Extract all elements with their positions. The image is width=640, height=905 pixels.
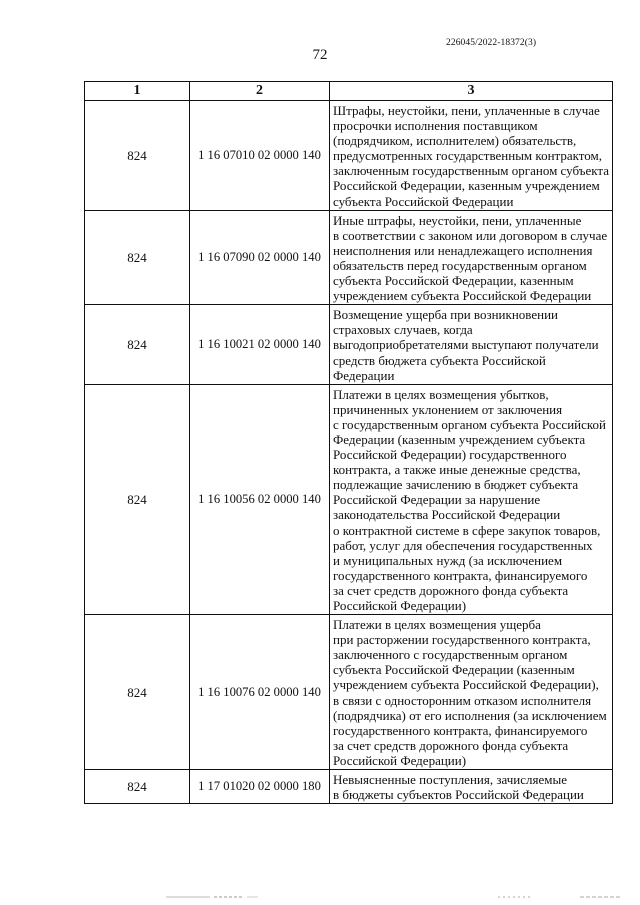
budget-code-cell: 1 16 10021 02 0000 140 (190, 305, 330, 384)
admin-code-cell: 824 (85, 770, 190, 804)
admin-code-cell: 824 (85, 305, 190, 384)
table-row (85, 615, 613, 770)
budget-code-cell: 1 16 10076 02 0000 140 (190, 615, 330, 770)
table-header-row (85, 82, 613, 101)
description-text: Возмещение ущерба при возникновении страховых случаев, когда выгодоприобретателями выступают получатели средств бюджета субъекта Российской Федерации (333, 307, 599, 383)
description-text: Иные штрафы, неустойки, пени, уплаченные в соответствии с законом или договором в случае неисполнения или ненадлежащего исполнения обязательств перед государственным органом субъекта Российской Федерации, казенным учреждением субъекта Российской Федерации (333, 212, 608, 304)
description-cell (330, 305, 613, 384)
column-header-2: 2 (190, 82, 330, 101)
column-header-3: 3 (330, 82, 613, 101)
page-number: 72 (312, 47, 328, 63)
description-text: Невыясненные поступления, зачисляемые в бюджеты субъектов Российской Федерации (333, 772, 584, 803)
column-header-1: 1 (85, 82, 190, 101)
document-registration-number: 226045/2022-18372(3) (446, 38, 537, 48)
budget-classification-table (84, 81, 613, 804)
table-row (85, 384, 613, 614)
table-row (85, 305, 613, 384)
description-text: Штрафы, неустойки, пени, уплаченные в случае просрочки исполнения поставщиком (подрядчиком, исполнителем) обязательств, предусмотренных государственным контрактом, заключенным государственным органом субъекта Российской Федерации, казенным учреждением субъекта Российской Федерации (333, 103, 610, 209)
budget-code-cell: 1 16 10056 02 0000 140 (190, 384, 330, 614)
description-text: Платежи в целях возмещения ущерба при расторжении государственного контракта, заключенного с государственным органом субъекта Российской Федерации (казенным учреждением субъекта Российской Федерации), в связи с односторонним отказом исполнителя (подрядчика) от его исполнения (за исключением государственного контракта, финансируемого за счет средств дорожного фонда субъекта Российской Федерации) (333, 617, 607, 768)
admin-code-cell: 824 (85, 384, 190, 614)
table-row (85, 101, 613, 211)
scan-artifact-marks (0, 891, 640, 901)
description-cell (330, 615, 613, 770)
budget-code-cell: 1 16 07090 02 0000 140 (190, 210, 330, 305)
table-row (85, 210, 613, 305)
admin-code-cell: 824 (85, 210, 190, 305)
description-cell (330, 210, 613, 305)
admin-code-cell: 824 (85, 615, 190, 770)
budget-code-cell: 1 17 01020 02 0000 180 (190, 770, 330, 804)
budget-code-cell: 1 16 07010 02 0000 140 (190, 101, 330, 211)
description-cell (330, 384, 613, 614)
admin-code-cell: 824 (85, 101, 190, 211)
table-row (85, 770, 613, 804)
description-cell (330, 101, 613, 211)
description-text: Платежи в целях возмещения убытков, причиненных уклонением от заключения с государственным органом субъекта Российской Федерации (казенным учреждением субъекта Российской Федерации) государственного контракта, а также иные денежные средства, подлежащие зачислению в бюджет субъекта Российской Федерации за нарушение законодательства Российской Федерации о контрактной системе в сфере закупок товаров, работ, услуг для обеспечения государственных и муниципальных нужд (за исключением государственного контракта, финансируемого за счет средств дорожного фонда субъекта Российской Федерации) (333, 386, 606, 613)
description-cell (330, 770, 613, 804)
